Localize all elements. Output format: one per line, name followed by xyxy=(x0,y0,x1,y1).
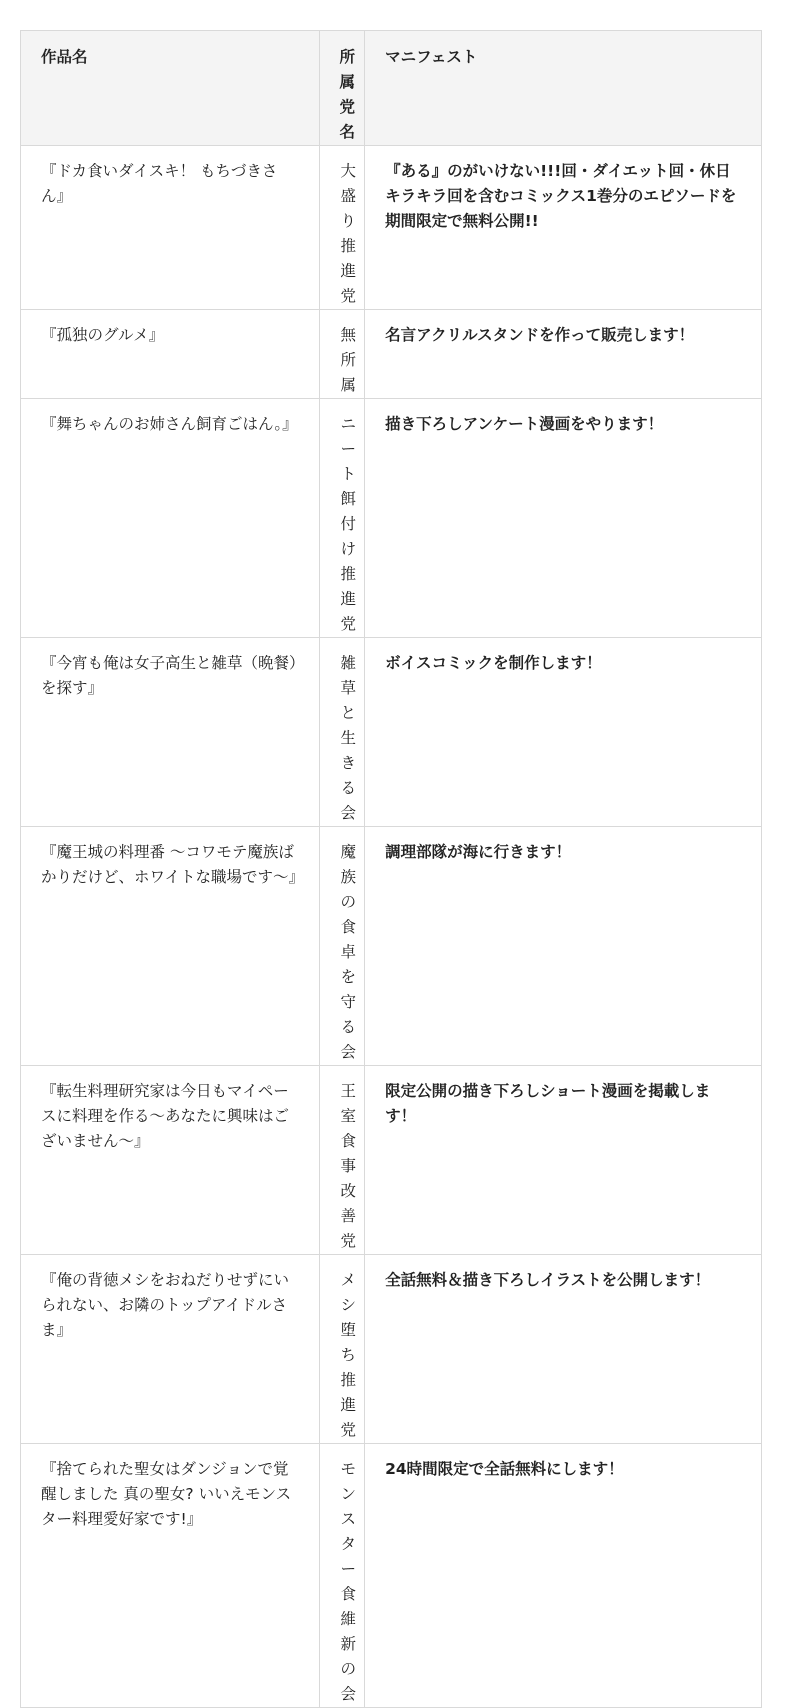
table-row xyxy=(21,399,762,638)
manifest-cell: 限定公開の描き下ろしショート漫画を掲載します！ xyxy=(365,1066,762,1255)
manifest-cell: 描き下ろしアンケート漫画をやります！ xyxy=(365,399,762,638)
title-cell: 『今宵も俺は女子高生と雑草（晩餐）を探す』 xyxy=(21,638,320,827)
manifest-cell: 全話無料＆描き下ろしイラストを公開します！ xyxy=(365,1255,762,1444)
title-cell: 『孤独のグルメ』 xyxy=(21,310,320,399)
table-row xyxy=(21,827,762,1066)
header-manifest: マニフェスト xyxy=(365,31,762,146)
party-cell: モンスター食維新の会 xyxy=(319,1444,365,1708)
table-row xyxy=(21,1444,762,1708)
manifest-cell: 『ある』のがいけない!!!回・ダイエット回・休日キラキラ回を含むコミックス1巻分のエピソードを期間限定で無料公開!! xyxy=(365,146,762,310)
manifest-cell: 名言アクリルスタンドを作って販売します！ xyxy=(365,310,762,399)
table-row xyxy=(21,638,762,827)
party-cell: 無所属 xyxy=(319,310,365,399)
manifesto-table xyxy=(20,30,762,1708)
title-cell: 『俺の背徳メシをおねだりせずにいられない、お隣のトップアイドルさま』 xyxy=(21,1255,320,1444)
table-body xyxy=(21,146,762,1708)
manifest-cell: 調理部隊が海に行きます！ xyxy=(365,827,762,1066)
table-header xyxy=(21,31,762,146)
title-cell: 『ドカ食いダイスキ！ もちづきさん』 xyxy=(21,146,320,310)
table-row xyxy=(21,1066,762,1255)
table-row xyxy=(21,146,762,310)
header-party: 所属党名 xyxy=(319,31,365,146)
title-cell: 『魔王城の料理番 〜コワモテ魔族ばかりだけど、ホワイトな職場です〜』 xyxy=(21,827,320,1066)
party-cell: 雑草と生きる会 xyxy=(319,638,365,827)
party-cell: ニート餌付け推進党 xyxy=(319,399,365,638)
party-cell: メシ堕ち推進党 xyxy=(319,1255,365,1444)
party-cell: 王室食事改善党 xyxy=(319,1066,365,1255)
party-cell: 大盛り推進党 xyxy=(319,146,365,310)
party-cell: 魔族の食卓を守る会 xyxy=(319,827,365,1066)
table-row xyxy=(21,1255,762,1444)
title-cell: 『舞ちゃんのお姉さん飼育ごはん。』 xyxy=(21,399,320,638)
title-cell: 『転生料理研究家は今日もマイペースに料理を作る〜あなたに興味はございません〜』 xyxy=(21,1066,320,1255)
manifest-cell: 24時間限定で全話無料にします！ xyxy=(365,1444,762,1708)
header-title: 作品名 xyxy=(21,31,320,146)
manifest-cell: ボイスコミックを制作します！ xyxy=(365,638,762,827)
title-cell: 『捨てられた聖女はダンジョンで覚醒しました 真の聖女? いいえモンスター料理愛好家です!』 xyxy=(21,1444,320,1708)
table-row xyxy=(21,310,762,399)
header-row xyxy=(21,31,762,146)
